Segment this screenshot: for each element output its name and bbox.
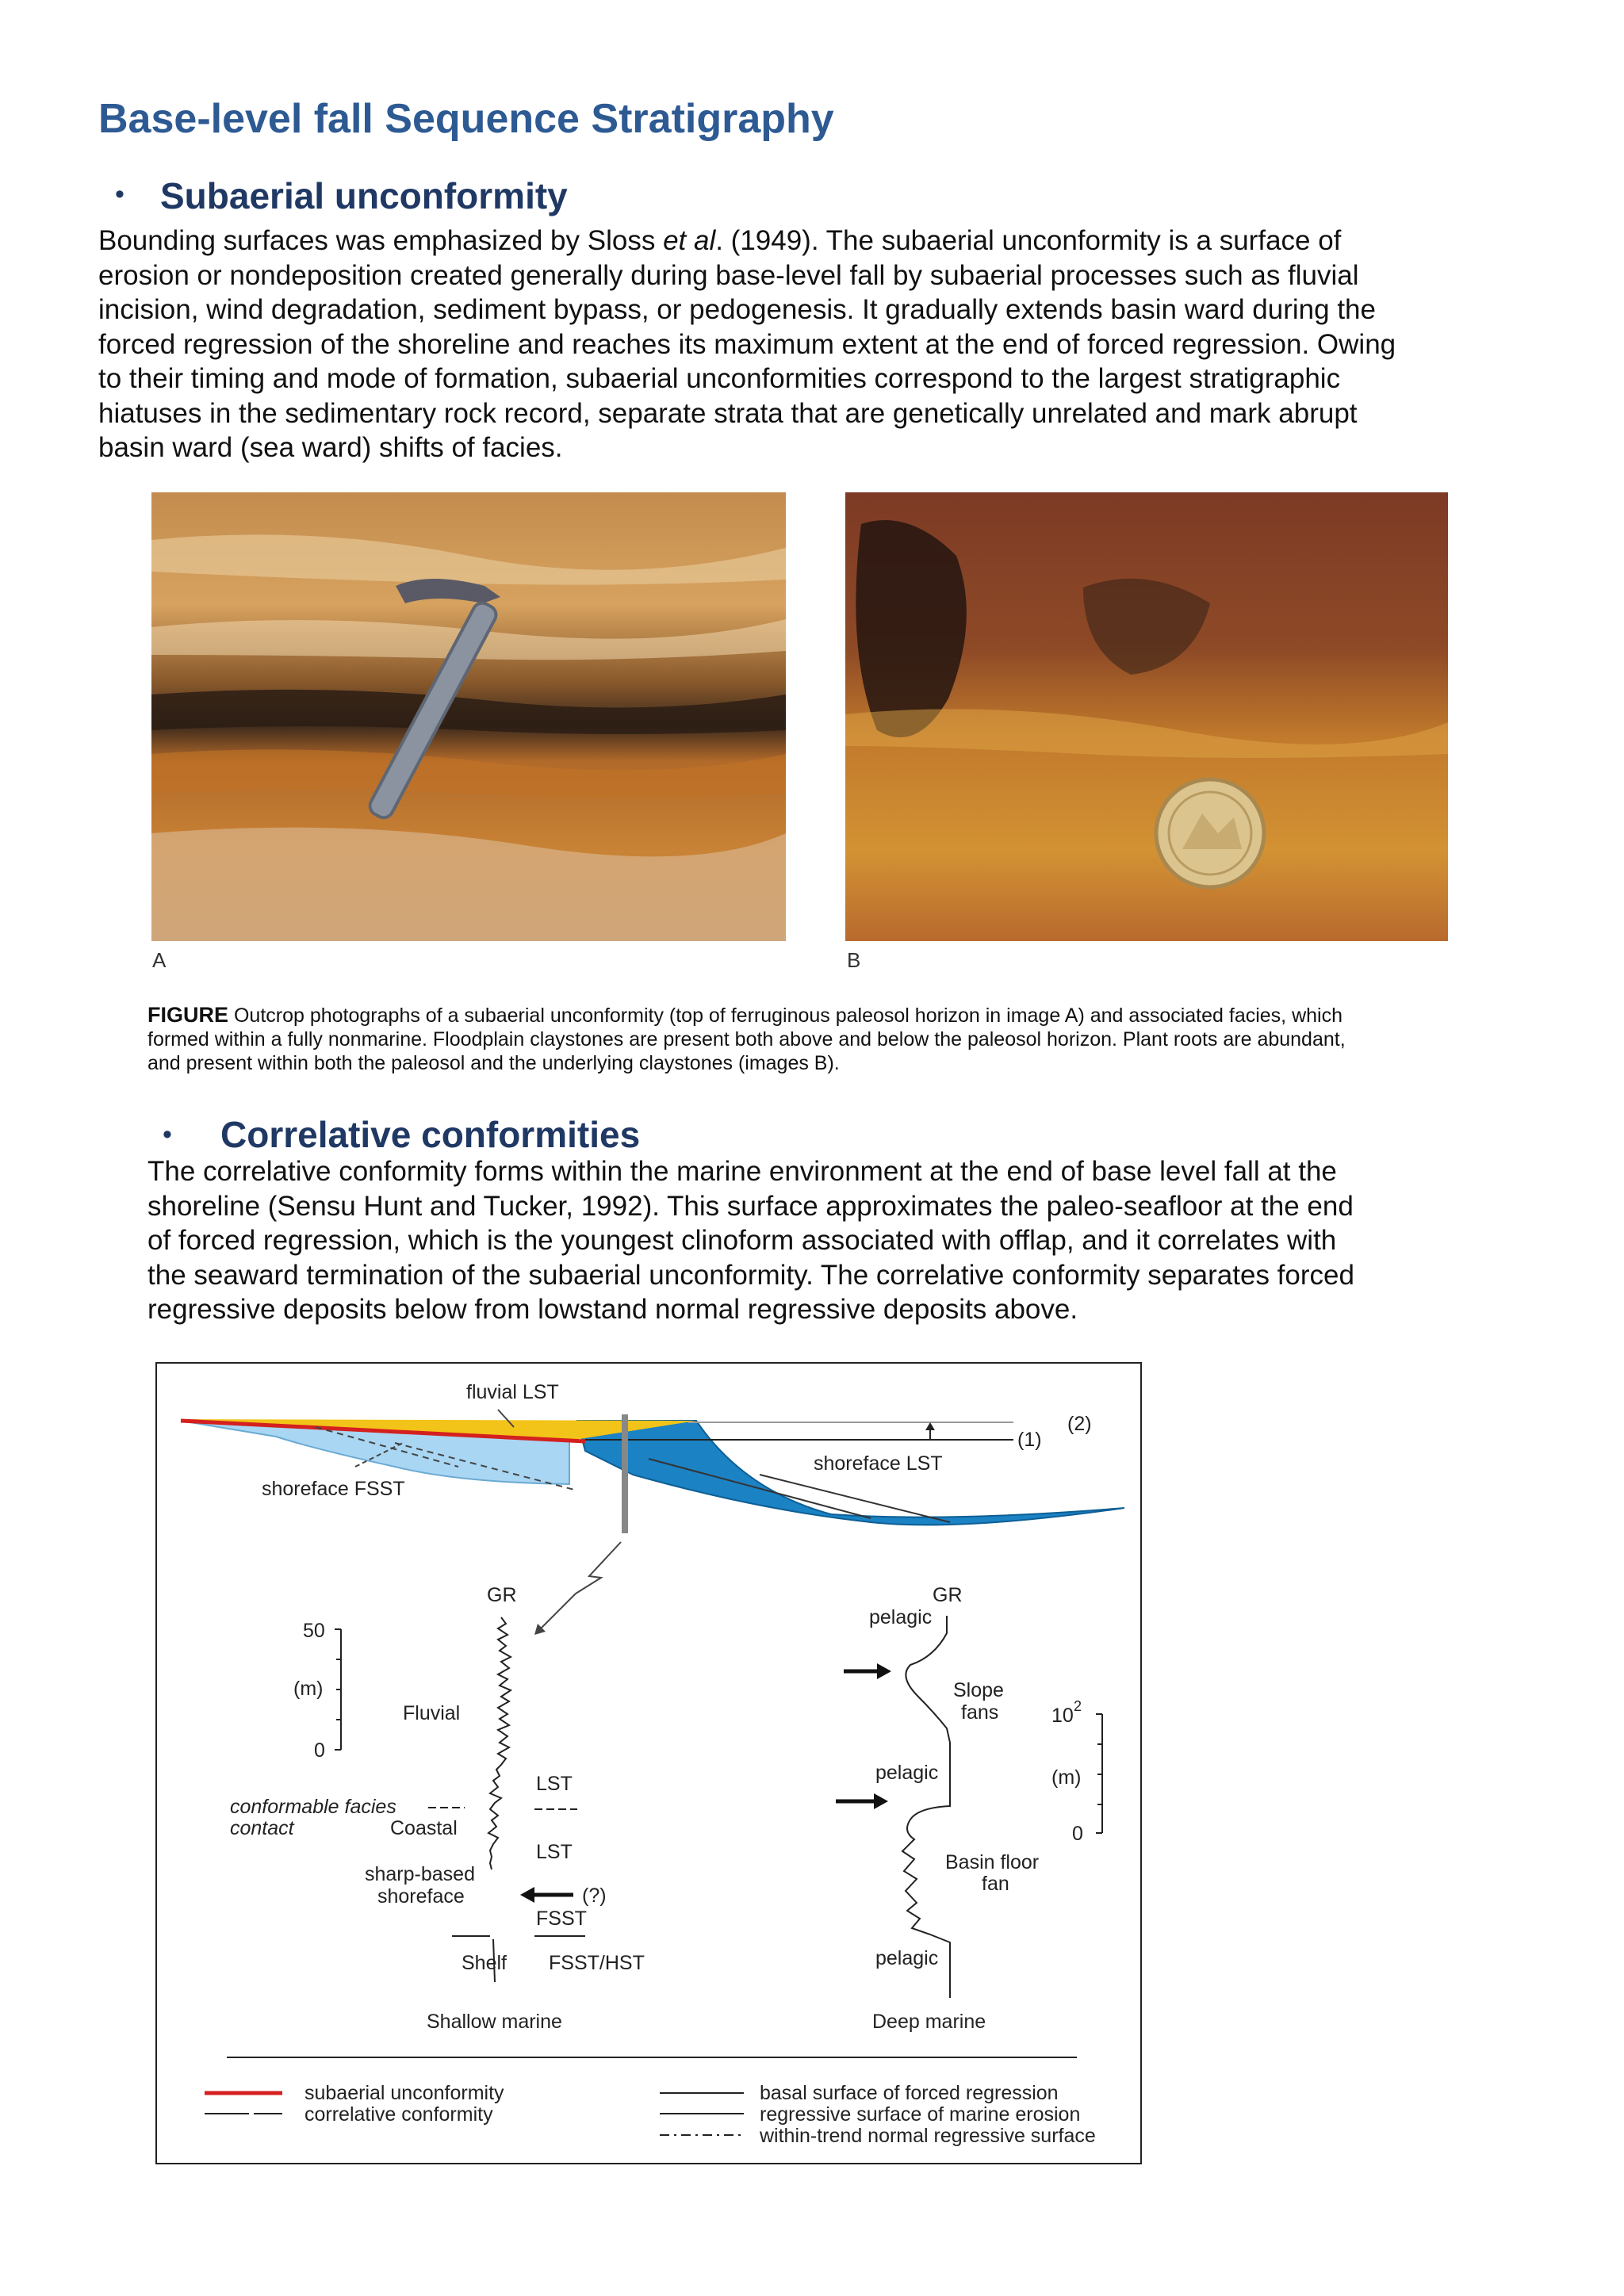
paragraph-line: erosion or nondeposition created generally during base-level fall by subaerial processes such as fluvial [98, 259, 1359, 291]
label-shoreface-fsst: shoreface FSST [262, 1478, 405, 1500]
label-pelagic-1: pelagic [869, 1606, 933, 1628]
scale-right-base: 10 [1051, 1705, 1074, 1727]
scale-right-unit: (m) [1051, 1766, 1082, 1789]
paragraph-subaerial-unconformity [98, 224, 1526, 465]
bullet-marker: • [115, 179, 124, 209]
photo-a-illustration [151, 492, 786, 941]
gr-right-label: GR [933, 1584, 963, 1606]
label-shoreface-lst: shoreface LST [814, 1452, 943, 1475]
caption-line: and present within both the paleosol and the underlying claystones (images B). [147, 1052, 840, 1074]
photo-b-illustration [845, 492, 1448, 941]
label-lst-1: LST [536, 1773, 573, 1795]
legend-regressive-surface: regressive surface of marine erosion [760, 2103, 1081, 2126]
caption-line: formed within a fully nonmarine. Floodplain claystones are present both above and below the paleosol horizon. Plant roots are abundant, [147, 1028, 1346, 1050]
label-question: (?) [582, 1885, 607, 1907]
paragraph-rest: . (1949). The subaerial unconformity is a surface of [715, 225, 1342, 256]
paragraph-line: forced regression of the shoreline and reaches its maximum extent at the end of forced regression. Owing [98, 328, 1396, 360]
scale-left-top: 50 [303, 1620, 325, 1642]
label-contact: contact [230, 1817, 294, 1839]
basin-fan-arrowhead [874, 1793, 888, 1809]
section-heading-correlative-conformities: Correlative conformities [220, 1114, 641, 1155]
paragraph-line: of forced regression, which is the youngest clinoform associated with offlap, and it correlates with [147, 1225, 1337, 1256]
scale-right-exp: 2 [1074, 1698, 1082, 1714]
paragraph-line: basin ward (sea ward) shifts of facies. [98, 432, 563, 463]
label-fsst-hst: FSST/HST [549, 1952, 645, 1974]
label-slope: Slope [953, 1679, 1004, 1701]
label-marker-2: (2) [1067, 1413, 1092, 1435]
scale-right-bottom: 0 [1072, 1823, 1083, 1845]
label-shallow-marine: Shallow marine [427, 2011, 562, 2033]
label-fsst: FSST [536, 1908, 587, 1930]
gr-log-deep [902, 1616, 950, 1998]
photo-a-outcrop-hammer [151, 492, 786, 941]
caption-line: Outcrop photographs of a subaerial unconformity (top of ferruginous paleosol horizon in image A) and associated facies, which [233, 1004, 1342, 1027]
label-basin-floor: Basin floor [945, 1851, 1040, 1873]
paragraph-line: to their timing and mode of formation, subaerial unconformities correspond to the largest stratigraphic [98, 363, 1341, 394]
section-heading-subaerial-unconformity: Subaerial unconformity [160, 175, 568, 216]
link-arrow [538, 1594, 576, 1632]
paragraph-italic: et al [663, 225, 716, 256]
gr-log-shallow [488, 1617, 511, 1869]
gr-left-label: GR [487, 1584, 517, 1606]
label-lst-2: LST [536, 1841, 573, 1863]
legend-basal-surface: basal surface of forced regression [760, 2082, 1059, 2104]
legend-within-trend: within-trend normal regressive surface [760, 2125, 1096, 2147]
well-bar [622, 1414, 628, 1533]
slope-fan-arrowhead [877, 1663, 891, 1679]
label-shoreface: shoreface [377, 1885, 465, 1908]
marker-arrowhead [925, 1422, 935, 1430]
sequence-stratigraphy-diagram [155, 1362, 1142, 2164]
label-pelagic-2: pelagic [875, 1762, 939, 1784]
label-coastal: Coastal [390, 1817, 458, 1839]
paragraph-correlative-conformities [147, 1154, 1478, 1327]
scale-left-unit: (m) [293, 1678, 324, 1700]
label-deep-marine: Deep marine [872, 2011, 986, 2033]
zigzag-link [576, 1542, 621, 1594]
paragraph-line: incision, wind degradation, sediment bypass, or pedogenesis. It gradually extends basin ward during the [98, 294, 1376, 325]
photo-b-label: B [847, 948, 861, 972]
legend-subaerial-unconformity: subaerial unconformity [304, 2082, 504, 2104]
page-title: Base-level fall Sequence Stratigraphy [98, 96, 834, 142]
label-fans: fans [961, 1701, 999, 1724]
bullet-marker: • [163, 1119, 172, 1150]
photo-b-paleosol-coin [845, 492, 1448, 941]
paragraph-line: the seaward termination of the subaerial unconformity. The correlative conformity separates forced [147, 1259, 1354, 1291]
label-fluvial: Fluvial [403, 1702, 461, 1724]
paragraph-line: hiatuses in the sedimentary rock record, separate strata that are genetically unrelated and mark abrupt [98, 397, 1358, 429]
label-fan: fan [982, 1873, 1009, 1895]
label-fluvial-lst: fluvial LST [466, 1381, 559, 1403]
paragraph-line: regressive deposits below from lowstand normal regressive deposits above. [147, 1294, 1078, 1325]
sharp-arrowhead [520, 1887, 534, 1903]
figure-caption [147, 1003, 1480, 1075]
label-marker-1: (1) [1017, 1429, 1042, 1451]
legend-correlative-conformity: correlative conformity [304, 2103, 493, 2126]
label-sharp-based: sharp-based [365, 1863, 475, 1885]
label-shelf: Shelf [462, 1952, 507, 1974]
label-conformable-facies: conformable facies [230, 1796, 396, 1818]
label-pelagic-3: pelagic [875, 1947, 939, 1969]
caption-label: FIGURE [147, 1003, 229, 1027]
photo-a-label: A [152, 948, 167, 972]
paragraph-lead: Bounding surfaces was emphasized by Sloss [98, 225, 664, 256]
paragraph-line: The correlative conformity forms within the marine environment at the end of base level fall at the [147, 1156, 1337, 1187]
diagram-svg [157, 1364, 1140, 2163]
scale-left-bottom: 0 [314, 1739, 325, 1762]
paragraph-line: shoreline (Sensu Hunt and Tucker, 1992). This surface approximates the paleo-seafloor at the end [147, 1190, 1354, 1222]
